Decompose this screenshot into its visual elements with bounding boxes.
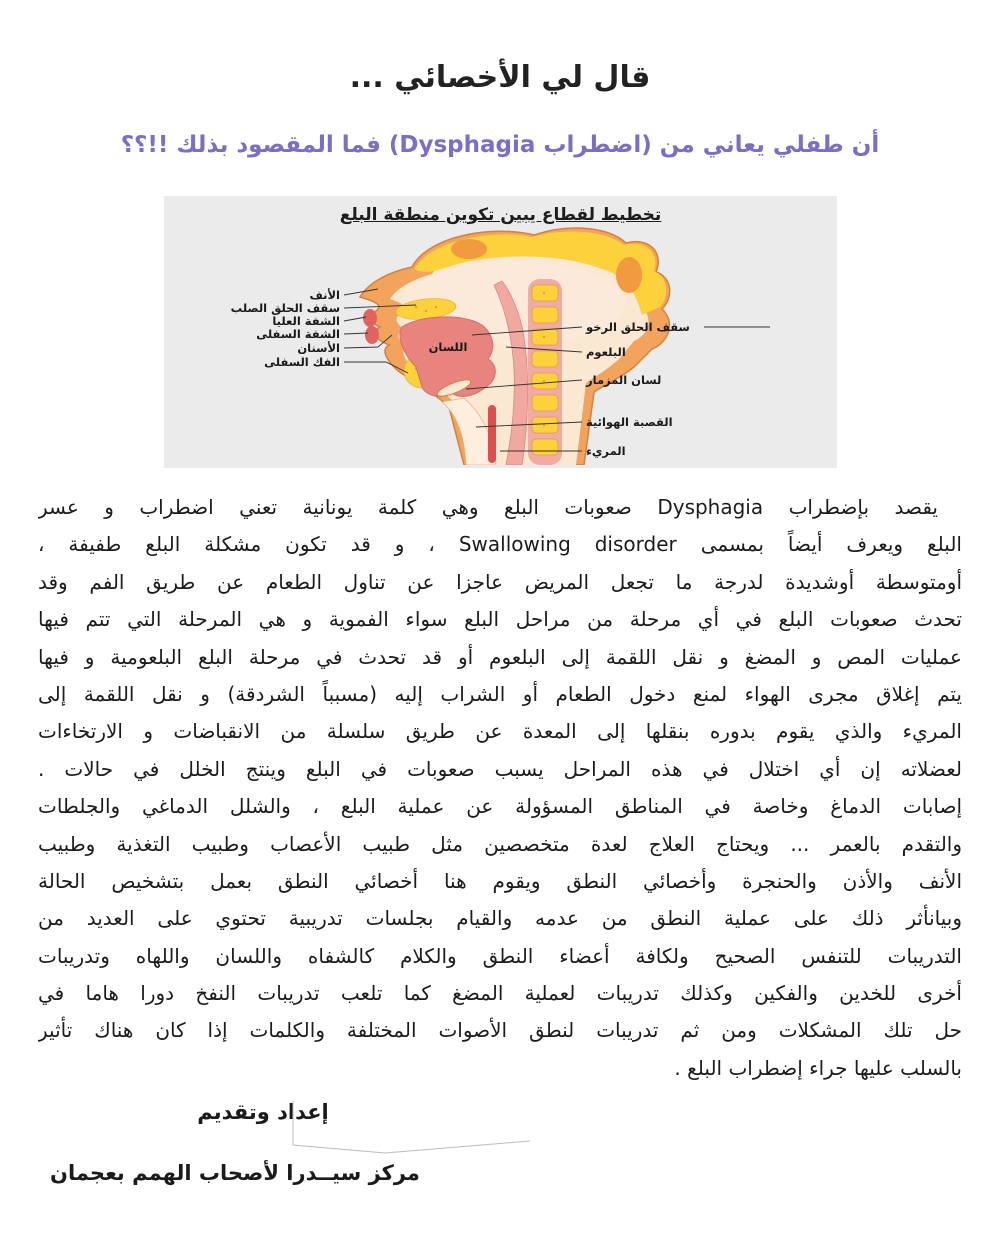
lower-lip [365,326,379,344]
diagram-label-lower-jaw: الفك السفلى [264,355,340,369]
swallowing-anatomy-diagram [164,227,837,465]
diagram-label-teeth: الأسنان [297,341,340,355]
body-text-line: التدريبات للتنفس الصحيح ولكافة أعضاء النطق والكلام كالشفاه واللسان واللهاه وتدريبات [38,943,962,968]
diagram-label-esophagus: المريء [586,444,626,458]
body-text-line: إصابات الدماغ وخاصة في المناطق المسؤولة عن عملية البلع ، والشلل الدماغي والجلطات [38,794,962,819]
body-text-line: لعضلاته إن أي اختلال في هذه المراحل يسبب صعوبات في البلع وينتج الخلل في حالات . [38,756,962,781]
footer-center-name: مركز سيــدرا لأصحاب الهمم بعجمان [50,1161,420,1185]
diagram-label-soft-palate: سقف الحلق الرخو [586,320,690,334]
crown-spot [616,257,642,293]
body-text-line: تحدث صعوبات البلع في أي مرحلة من مراحل البلع سواء الفموية و هي المرحلة التي تتم فيها [38,607,962,632]
anatomy-figure [164,196,837,468]
body-text-line: أخرى للخدين والفكين وكذلك تدريبات لعملية المضغ كما تلعب تدريبات النفخ دورا هاما في [38,981,962,1006]
page-subtitle: أن طفلي يعاني من (اضطراب Dysphagia) فما المقصود بذلك !!؟؟ [120,132,880,158]
diagram-label-nose: الأنف [309,288,340,302]
body-text-line: عمليات المص و المضغ و نقل اللقمة إلى البلعوم أو قد تحدث في مرحلة البلع البلعومية و فيها [38,644,962,669]
body-text-line: يتم إغلاق مجرى الهواء لمنع دخول الطعام أو الشراب إليه (مسبباً الشردقة) و نقل اللقمة إلى [38,681,962,706]
body-text-line: حل تلك المشكلات ومن ثم تدريبات لنطق الأصوات المختلفة والكلمات إذا كان هناك تأثير [38,1018,962,1043]
diagram-label-epiglottis: لسان المزمار [586,373,662,387]
upper-lip [363,309,377,327]
diagram-label-lower-lip: الشفة السفلى [256,327,340,341]
body-text-line: يقصد بإضطراب Dysphagia صعوبات البلع وهي كلمة يونانية تعني اضطراب و عسر [38,495,939,519]
body-text-line: أومتوسطة أوشديدة لدرجة ما تجعل المريض عاجزا عن تناول الطعام عن طريق الفم وقد [38,569,962,594]
esophagus [488,405,496,463]
footer-prepared-by: إعداد وتقديم [197,1100,329,1124]
crown-spot [451,239,487,259]
page-title: قال لي الأخصائي ... [349,60,651,95]
body-text-line: المريء والذي يقوم بدوره بنقلها إلى المعدة عن طريق سلسلة من الانقباضات و الارتخاءات [38,719,962,744]
diagram-label-upper-lip: الشفة العليا [272,314,340,328]
figure-title: تخطيط لقطاع يبين تكوين منطقة البلع [339,205,662,225]
body-paragraph [38,489,962,1087]
body-text-line: بالسلب عليها جراء إضطراب البلع . [674,1055,962,1080]
body-text-line: الأنف والأذن والحنجرة وأخصائي النطق ويقوم هنا أخصائي النطق بعمل بتشخيص الحالة [38,868,962,893]
diagram-label-trachea: القصبة الهوائية [586,415,673,429]
body-text-line: البلع ويعرف أيضاً بمسمى Swallowing disorder ، و قد تكون مشكلة البلع طفيفة ، [38,532,962,557]
scan-artifact [275,1093,545,1163]
diagram-label-hard-palate: سقف الحلق الصلب [230,301,340,315]
body-text-line: وبيانأثر ذلك على عملية النطق من عدمه والقيام بجلسات تدريبية تحتوي على العديد من [38,906,962,931]
body-text-line: والتقدم بالعمر ... ويحتاج العلاج لعدة متخصصين مثل طبيب الأعصاب وطبيب التغذية وطبيب [38,831,962,856]
tongue-label: اللسان [428,340,468,354]
diagram-label-pharynx: البلعوم [586,345,626,359]
